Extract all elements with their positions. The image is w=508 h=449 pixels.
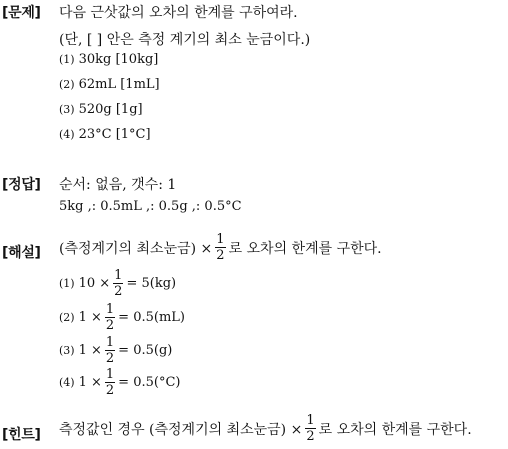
explanation-item: (1) 10 × $\frac{1}{2}$ = 5(kg) [59, 268, 177, 299]
problem-line-2: (단, [ ] 안은 측정 계기의 최소 눈금이다.) [59, 32, 311, 48]
problem-item [59, 52, 158, 67]
explanation-lead [59, 233, 382, 262]
answer-line-2: 5kg ,: 0.5mL ,: 0.5g ,: 0.5°C [59, 199, 242, 214]
answer-line-1: 순서: 없음, 갯수: 1 [59, 177, 177, 193]
hint-line [59, 414, 472, 443]
problem-tag: [문제] [2, 5, 41, 21]
item-text: 62mL [1mL] [78, 77, 160, 92]
explanation-item: (3) 1 × $\frac{1}{2}$ = 0.5(g) [59, 335, 173, 366]
fraction: $\frac{1}{2}$ [105, 302, 115, 333]
problem-item [59, 127, 151, 142]
hint-tag: [힌트] [2, 427, 41, 443]
item-text: 520g [1g] [78, 102, 143, 117]
explanation-tail-text: 로 오차의 한계를 구한다. [228, 240, 382, 257]
fraction: $\frac{1}{2}$ [105, 367, 115, 398]
item-text: 23°C [1°C] [78, 127, 151, 142]
problem-item [59, 77, 160, 92]
problem-line-1: 다음 근삿값의 오차의 한계를 구하여라. [59, 5, 298, 21]
explanation-lead-text: (측정계기의 최소눈금) × [59, 240, 213, 257]
fraction: $\frac{1}{2}$ [114, 268, 123, 299]
answer-tag: [정답] [2, 177, 41, 193]
item-number: (2) [59, 78, 75, 91]
fraction: $\frac{1}{2}$ [306, 413, 315, 444]
item-number: (4) [59, 128, 75, 141]
fraction: $\frac{1}{2}$ [105, 335, 115, 366]
hint-lead-text: 측정값인 경우 (측정계기의 최소눈금) × [59, 421, 303, 438]
fraction: $\frac{1}{2}$ [216, 232, 225, 263]
explanation-item: (4) 1 × $\frac{1}{2}$ = 0.5(°C) [59, 367, 181, 398]
item-text: 30kg [10kg] [78, 52, 159, 67]
explanation-tag: [해설] [2, 245, 41, 261]
item-number: (1) [59, 53, 75, 66]
explanation-item: (2) 1 × $\frac{1}{2}$ = 0.5(mL) [59, 302, 185, 333]
item-number: (3) [59, 103, 75, 116]
problem-item [59, 102, 143, 117]
hint-tail-text: 로 오차의 한계를 구한다. [318, 421, 472, 438]
